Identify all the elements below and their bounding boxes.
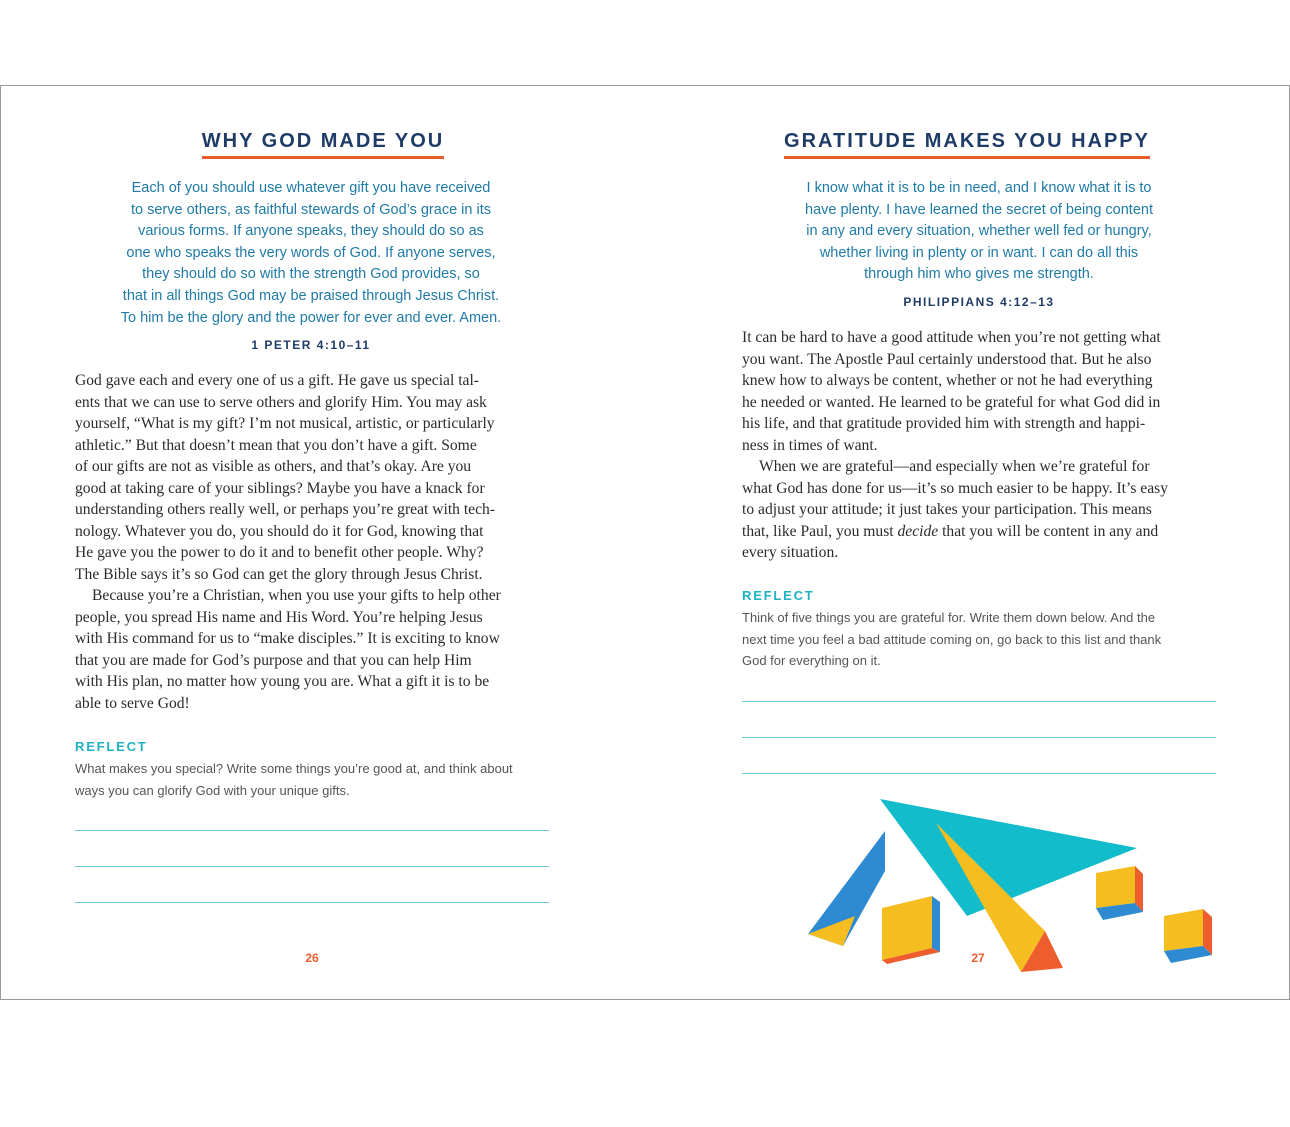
verse-line: To him be the glory and the power for ever and ever. Amen.	[120, 309, 502, 326]
writing-line[interactable]	[742, 701, 1216, 702]
verse-line: one who speaks the very words of God. If anyone serves,	[126, 244, 496, 261]
body-text	[742, 327, 1232, 564]
reflect-line: next time you feel a bad attitude coming on, go back to this list and thank	[742, 631, 1162, 647]
body-line: Because you’re a Christian, when you use your gifts to help other	[92, 587, 501, 604]
verse-line: through him who gives me strength.	[864, 266, 1094, 283]
reflect-heading: REFLECT	[742, 588, 815, 603]
writing-line[interactable]	[75, 830, 549, 831]
reflect-line: Think of five things you are grateful for. Write them down below. And the	[742, 610, 1156, 625]
body-line: people, you spread His name and His Word. You’re helping Jesus	[75, 608, 483, 626]
left-page	[1, 86, 645, 999]
body-line: ents that we can use to serve others and glorify Him. You may ask	[75, 393, 487, 411]
body-line: with His plan, no matter how young you are. What a gift it is to be	[75, 673, 490, 690]
body-line: He gave you the power to do it and to benefit other people. Why?	[75, 544, 484, 561]
geometric-shapes-illustration	[805, 796, 1225, 986]
body-line: The Bible says it’s so God can get the glory through Jesus Christ.	[75, 565, 483, 583]
reflect-line: What makes you special? Write some things you’re good at, and think about	[75, 761, 513, 776]
body-line: what God has done for us—it’s so much easier to be happy. It’s easy	[742, 479, 1168, 497]
body-line: that you are made for God’s purpose and that you can help Him	[75, 651, 472, 669]
body-line: of our gifts are not as visible as others, and that’s okay. Are you	[75, 458, 472, 475]
verse-line: whether living in plenty or in want. I can do all this	[819, 244, 1139, 261]
body-line	[742, 521, 1232, 543]
body-line: you want. The Apostle Paul certainly understood that. But he also	[742, 350, 1152, 368]
verse-line: Each of you should use whatever gift you have received	[131, 180, 491, 196]
body-line: understanding others really well, or perhaps you’re great with tech-	[75, 501, 496, 518]
body-line: good at taking care of your siblings? Maybe you have a knack for	[75, 479, 485, 497]
verse-line: they should do so with the strength God provides, so	[142, 266, 480, 283]
writing-line[interactable]	[742, 773, 1216, 774]
body-line: ness in times of want.	[742, 436, 878, 454]
cube-face	[1164, 909, 1203, 951]
verse-reference: PHILIPPIANS 4:12–13	[903, 295, 1055, 309]
writing-line[interactable]	[75, 866, 549, 867]
page-number: 26	[305, 951, 319, 965]
cube-face	[1096, 866, 1135, 908]
body-line: nology. Whatever you do, you should do it for God, knowing that	[75, 522, 484, 540]
emphasis-word: decide	[897, 522, 939, 540]
verse-line: various forms. If anyone speaks, they should do so as	[138, 223, 484, 240]
scripture-verse	[61, 178, 561, 329]
verse-reference: 1 PETER 4:10–11	[251, 338, 371, 352]
verse-line: that in all things God may be praised through Jesus Christ.	[122, 287, 500, 304]
page-title: WHY GOD MADE YOU	[1, 130, 645, 159]
body-line: yourself, “What is my gift? I’m not musical, artistic, or particularly	[75, 415, 495, 432]
body-line: knew how to always be content, whether or not he had everything	[742, 372, 1153, 389]
writing-line[interactable]	[75, 902, 549, 903]
body-line: to adjust your attitude; it just takes your participation. This means	[742, 501, 1152, 518]
scripture-verse	[729, 178, 1229, 286]
right-page	[645, 86, 1289, 999]
page-title: GRATITUDE MAKES YOU HAPPY	[645, 130, 1289, 159]
body-line: athletic.” But that doesn’t mean that you don’t have a gift. Some	[75, 436, 477, 454]
body-line: he needed or wanted. He learned to be grateful for what God did in	[742, 393, 1161, 411]
body-line: with His command for us to “make disciples.” It is exciting to know	[75, 630, 500, 647]
reflect-prompt	[742, 607, 1161, 672]
verse-line: to serve others, as faithful stewards of God’s grace in its	[131, 201, 491, 218]
body-line: his life, and that gratitude provided him with strength and happi-	[742, 415, 1146, 432]
book-spread	[0, 85, 1290, 1000]
body-segment: that you will be content in any and	[938, 522, 1159, 540]
reflect-heading: REFLECT	[75, 739, 148, 754]
writing-line[interactable]	[742, 737, 1216, 738]
reflect-line: ways you can glorify God with your unique gifts.	[75, 782, 350, 798]
reflect-line: God for everything on it.	[742, 653, 881, 669]
body-segment: that, like Paul, you must	[742, 522, 898, 540]
body-line: God gave each and every one of us a gift. He gave us special tal-	[75, 372, 479, 389]
body-text	[75, 370, 565, 714]
verse-line: I know what it is to be in need, and I know what it is to	[806, 180, 1152, 196]
body-line: When we are grateful—and especially when we’re grateful for	[759, 458, 1150, 475]
body-line: able to serve God!	[75, 694, 190, 712]
body-line: It can be hard to have a good attitude when you’re not getting what	[742, 329, 1161, 346]
verse-line: have plenty. I have learned the secret of being content	[805, 201, 1153, 218]
reflect-prompt	[75, 758, 513, 801]
verse-line: in any and every situation, whether well fed or hungry,	[806, 223, 1152, 240]
page-number: 27	[971, 951, 985, 965]
cube-side	[932, 896, 940, 952]
body-line: every situation.	[742, 544, 839, 561]
